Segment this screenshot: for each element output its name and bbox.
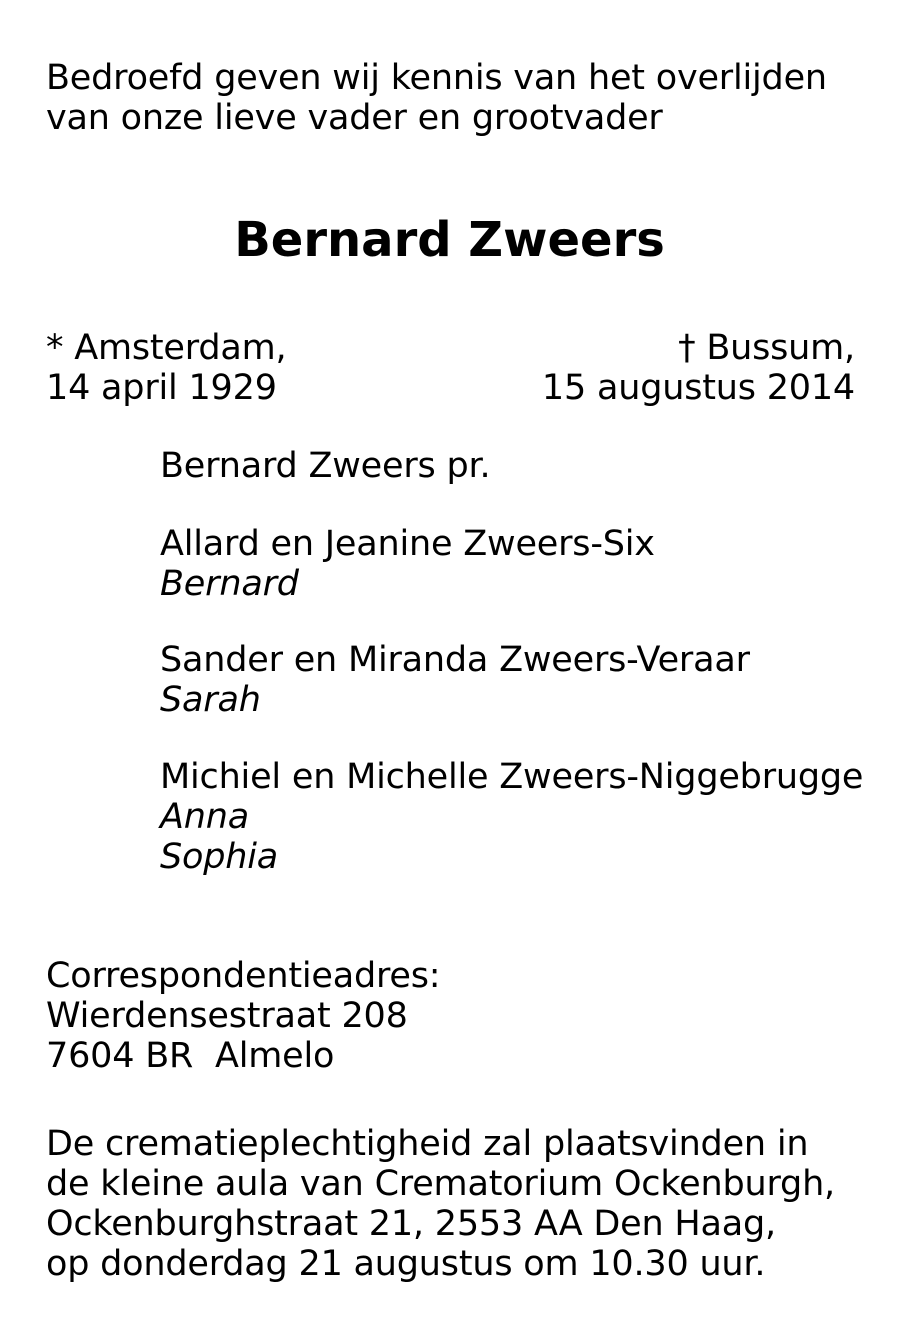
birth-place: * Amsterdam, [46,328,287,368]
correspondence-street: Wierdensestraat 208 [46,996,408,1036]
ceremony-line-4: op donderdag 21 augustus om 10.30 uur. [46,1244,766,1284]
death-date: 15 augustus 2014 [541,368,855,408]
family-member-3: Sander en Miranda Zweers-Veraar [160,640,750,680]
intro-line-2: van onze lieve vader en grootvader [46,98,663,138]
intro-line-1: Bedroefd geven wij kennis van het overlijden [46,58,827,98]
birth-date: 14 april 1929 [46,368,277,408]
family-member-4: Michiel en Michelle Zweers-Niggebrugge [160,757,864,797]
ceremony-line-1: De crematieplechtigheid zal plaatsvinden in [46,1124,809,1164]
correspondence-heading: Correspondentieadres: [46,956,441,996]
ceremony-line-3: Ockenburghstraat 21, 2553 AA Den Haag, [46,1204,776,1244]
grandchild-sarah: Sarah [160,680,261,720]
correspondence-city: 7604 BR Almelo [46,1036,335,1076]
ceremony-line-2: de kleine aula van Crematorium Ockenburgh, [46,1164,835,1204]
family-member-2: Allard en Jeanine Zweers-Six [160,524,655,564]
grandchild-anna: Anna [160,797,249,837]
death-place: † Bussum, [678,328,855,368]
deceased-name: Bernard Zweers [234,212,665,268]
grandchild-bernard: Bernard [160,564,299,604]
grandchild-sophia: Sophia [160,837,279,877]
family-member-1: Bernard Zweers pr. [160,446,491,486]
